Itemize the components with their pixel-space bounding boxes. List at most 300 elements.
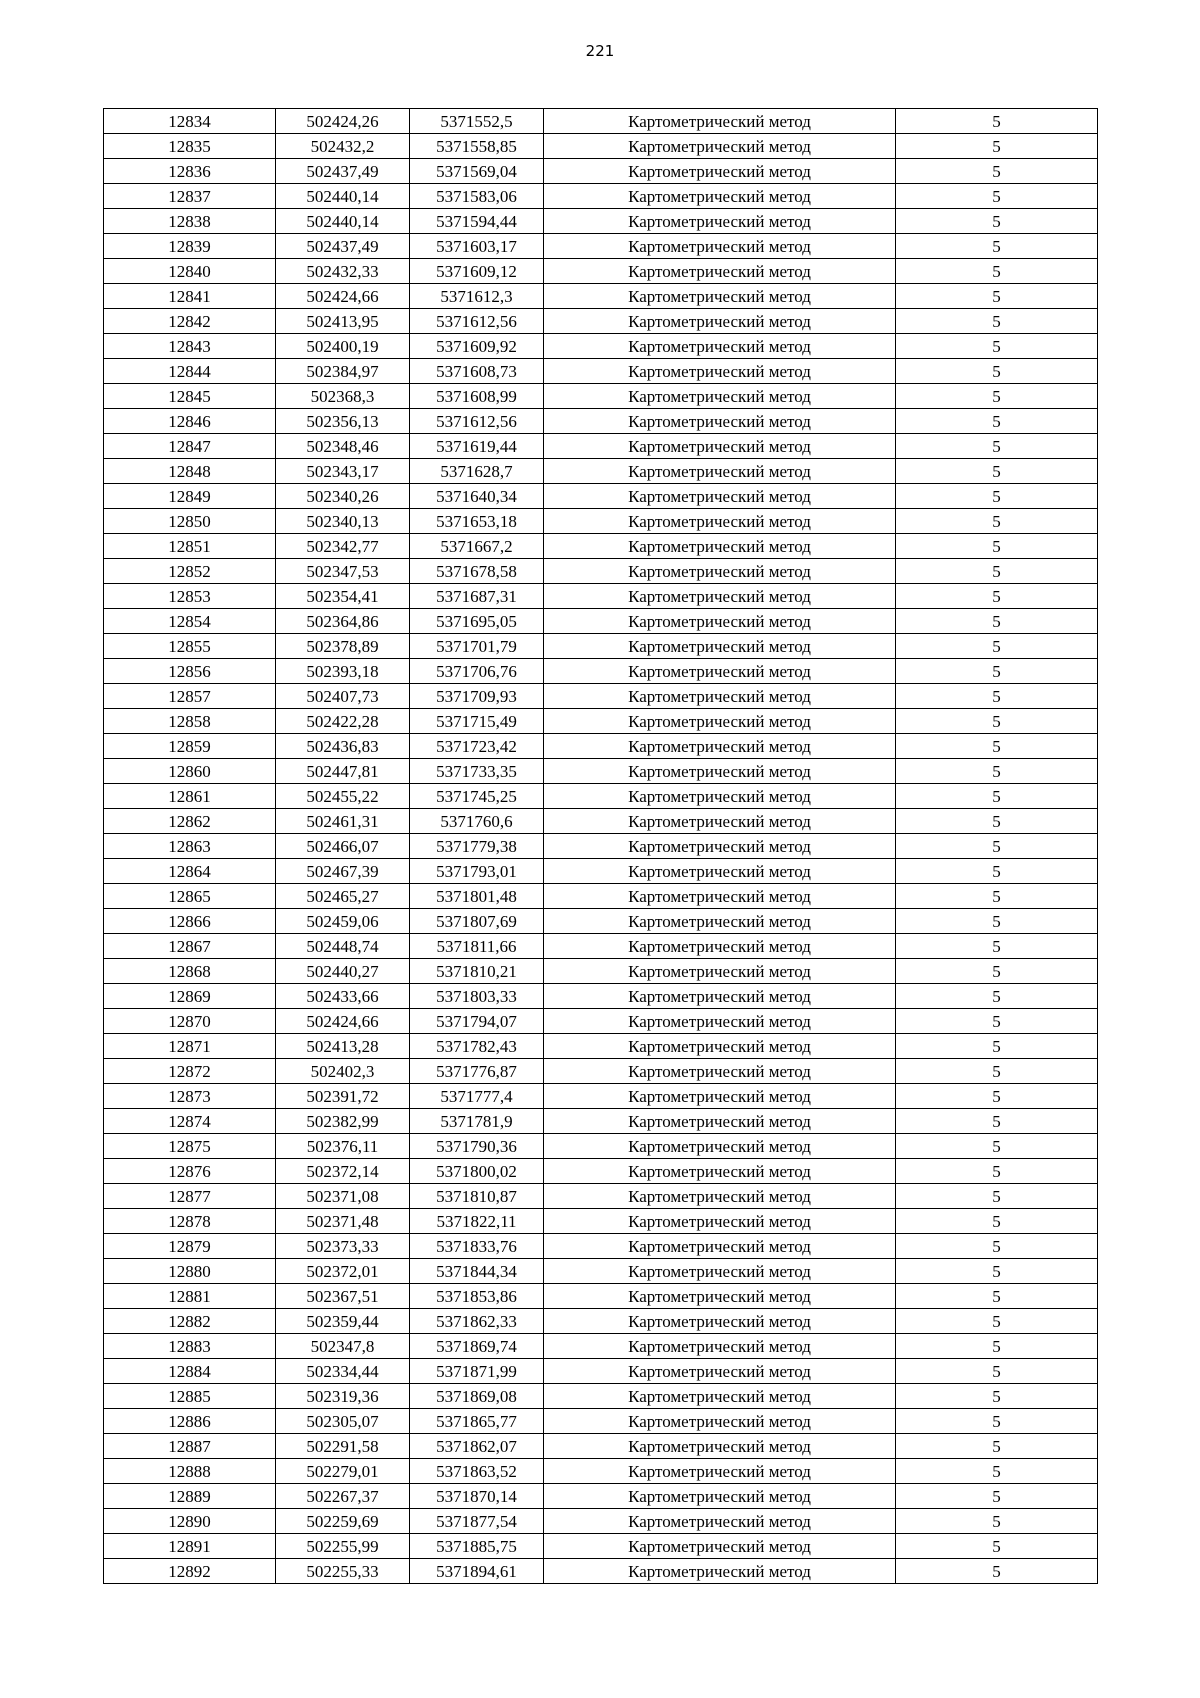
y-coordinate-cell: 5371863,52	[410, 1459, 544, 1484]
point-number-cell: 12847	[104, 434, 276, 459]
method-cell: Картометрический метод	[544, 334, 896, 359]
x-coordinate-cell: 502424,66	[276, 1009, 410, 1034]
accuracy-cell: 5	[896, 1309, 1098, 1334]
point-number-cell: 12866	[104, 909, 276, 934]
table-row	[104, 534, 1098, 559]
accuracy-cell: 5	[896, 1459, 1098, 1484]
accuracy-cell: 5	[896, 1059, 1098, 1084]
method-cell: Картометрический метод	[544, 534, 896, 559]
point-number-cell: 12853	[104, 584, 276, 609]
y-coordinate-cell: 5371609,92	[410, 334, 544, 359]
point-number-cell: 12878	[104, 1209, 276, 1234]
point-number-cell: 12892	[104, 1559, 276, 1584]
y-coordinate-cell: 5371781,9	[410, 1109, 544, 1134]
y-coordinate-cell: 5371894,61	[410, 1559, 544, 1584]
y-coordinate-cell: 5371640,34	[410, 484, 544, 509]
point-number-cell: 12882	[104, 1309, 276, 1334]
x-coordinate-cell: 502267,37	[276, 1484, 410, 1509]
x-coordinate-cell: 502432,2	[276, 134, 410, 159]
y-coordinate-cell: 5371706,76	[410, 659, 544, 684]
y-coordinate-cell: 5371603,17	[410, 234, 544, 259]
point-number-cell: 12883	[104, 1334, 276, 1359]
table-row	[104, 1134, 1098, 1159]
x-coordinate-cell: 502407,73	[276, 684, 410, 709]
y-coordinate-cell: 5371733,35	[410, 759, 544, 784]
x-coordinate-cell: 502371,08	[276, 1184, 410, 1209]
x-coordinate-cell: 502437,49	[276, 159, 410, 184]
x-coordinate-cell: 502305,07	[276, 1409, 410, 1434]
point-number-cell: 12869	[104, 984, 276, 1009]
accuracy-cell: 5	[896, 1409, 1098, 1434]
point-number-cell: 12884	[104, 1359, 276, 1384]
method-cell: Картометрический метод	[544, 459, 896, 484]
y-coordinate-cell: 5371877,54	[410, 1509, 544, 1534]
x-coordinate-cell: 502402,3	[276, 1059, 410, 1084]
accuracy-cell: 5	[896, 209, 1098, 234]
method-cell: Картометрический метод	[544, 609, 896, 634]
point-number-cell: 12837	[104, 184, 276, 209]
point-number-cell: 12839	[104, 234, 276, 259]
x-coordinate-cell: 502354,41	[276, 584, 410, 609]
method-cell: Картометрический метод	[544, 1309, 896, 1334]
accuracy-cell: 5	[896, 1109, 1098, 1134]
point-number-cell: 12886	[104, 1409, 276, 1434]
table-row	[104, 659, 1098, 684]
table-row	[104, 884, 1098, 909]
method-cell: Картометрический метод	[544, 884, 896, 909]
point-number-cell: 12888	[104, 1459, 276, 1484]
table-row	[104, 1459, 1098, 1484]
point-number-cell: 12858	[104, 709, 276, 734]
table-row	[104, 1234, 1098, 1259]
point-number-cell: 12887	[104, 1434, 276, 1459]
method-cell: Картометрический метод	[544, 134, 896, 159]
accuracy-cell: 5	[896, 159, 1098, 184]
method-cell: Картометрический метод	[544, 659, 896, 684]
method-cell: Картометрический метод	[544, 1209, 896, 1234]
point-number-cell: 12850	[104, 509, 276, 534]
method-cell: Картометрический метод	[544, 159, 896, 184]
accuracy-cell: 5	[896, 309, 1098, 334]
y-coordinate-cell: 5371853,86	[410, 1284, 544, 1309]
table-row	[104, 934, 1098, 959]
point-number-cell: 12874	[104, 1109, 276, 1134]
method-cell: Картометрический метод	[544, 1284, 896, 1309]
table-row	[104, 184, 1098, 209]
table-row	[104, 559, 1098, 584]
x-coordinate-cell: 502319,36	[276, 1384, 410, 1409]
accuracy-cell: 5	[896, 684, 1098, 709]
accuracy-cell: 5	[896, 934, 1098, 959]
x-coordinate-cell: 502436,83	[276, 734, 410, 759]
x-coordinate-cell: 502382,99	[276, 1109, 410, 1134]
y-coordinate-cell: 5371790,36	[410, 1134, 544, 1159]
y-coordinate-cell: 5371811,66	[410, 934, 544, 959]
x-coordinate-cell: 502347,8	[276, 1334, 410, 1359]
point-number-cell: 12834	[104, 109, 276, 134]
y-coordinate-cell: 5371558,85	[410, 134, 544, 159]
y-coordinate-cell: 5371869,08	[410, 1384, 544, 1409]
accuracy-cell: 5	[896, 1009, 1098, 1034]
method-cell: Картометрический метод	[544, 984, 896, 1009]
method-cell: Картометрический метод	[544, 1134, 896, 1159]
x-coordinate-cell: 502255,99	[276, 1534, 410, 1559]
accuracy-cell: 5	[896, 709, 1098, 734]
x-coordinate-cell: 502447,81	[276, 759, 410, 784]
accuracy-cell: 5	[896, 134, 1098, 159]
x-coordinate-cell: 502359,44	[276, 1309, 410, 1334]
x-coordinate-cell: 502467,39	[276, 859, 410, 884]
point-number-cell: 12860	[104, 759, 276, 784]
method-cell: Картометрический метод	[544, 684, 896, 709]
x-coordinate-cell: 502440,14	[276, 184, 410, 209]
y-coordinate-cell: 5371810,87	[410, 1184, 544, 1209]
table-row	[104, 984, 1098, 1009]
y-coordinate-cell: 5371865,77	[410, 1409, 544, 1434]
y-coordinate-cell: 5371800,02	[410, 1159, 544, 1184]
point-number-cell: 12849	[104, 484, 276, 509]
accuracy-cell: 5	[896, 409, 1098, 434]
point-number-cell: 12861	[104, 784, 276, 809]
table-row	[104, 1309, 1098, 1334]
table-row	[104, 484, 1098, 509]
table-row	[104, 809, 1098, 834]
x-coordinate-cell: 502384,97	[276, 359, 410, 384]
accuracy-cell: 5	[896, 759, 1098, 784]
x-coordinate-cell: 502391,72	[276, 1084, 410, 1109]
x-coordinate-cell: 502342,77	[276, 534, 410, 559]
method-cell: Картометрический метод	[544, 1184, 896, 1209]
point-number-cell: 12851	[104, 534, 276, 559]
accuracy-cell: 5	[896, 1259, 1098, 1284]
y-coordinate-cell: 5371885,75	[410, 1534, 544, 1559]
method-cell: Картометрический метод	[544, 384, 896, 409]
point-number-cell: 12877	[104, 1184, 276, 1209]
method-cell: Картометрический метод	[544, 109, 896, 134]
accuracy-cell: 5	[896, 734, 1098, 759]
method-cell: Картометрический метод	[544, 809, 896, 834]
accuracy-cell: 5	[896, 1484, 1098, 1509]
x-coordinate-cell: 502372,01	[276, 1259, 410, 1284]
point-number-cell: 12835	[104, 134, 276, 159]
point-number-cell: 12840	[104, 259, 276, 284]
point-number-cell: 12836	[104, 159, 276, 184]
x-coordinate-cell: 502279,01	[276, 1459, 410, 1484]
x-coordinate-cell: 502433,66	[276, 984, 410, 1009]
point-number-cell: 12890	[104, 1509, 276, 1534]
table-row	[104, 234, 1098, 259]
accuracy-cell: 5	[896, 1209, 1098, 1234]
point-number-cell: 12863	[104, 834, 276, 859]
accuracy-cell: 5	[896, 359, 1098, 384]
method-cell: Картометрический метод	[544, 1109, 896, 1134]
table-row	[104, 334, 1098, 359]
accuracy-cell: 5	[896, 1384, 1098, 1409]
accuracy-cell: 5	[896, 509, 1098, 534]
table-row	[104, 1434, 1098, 1459]
point-number-cell: 12865	[104, 884, 276, 909]
y-coordinate-cell: 5371608,73	[410, 359, 544, 384]
accuracy-cell: 5	[896, 1034, 1098, 1059]
point-number-cell: 12846	[104, 409, 276, 434]
accuracy-cell: 5	[896, 1559, 1098, 1584]
method-cell: Картометрический метод	[544, 484, 896, 509]
accuracy-cell: 5	[896, 984, 1098, 1009]
table-row	[104, 609, 1098, 634]
table-row	[104, 109, 1098, 134]
x-coordinate-cell: 502347,53	[276, 559, 410, 584]
method-cell: Картометрический метод	[544, 1509, 896, 1534]
accuracy-cell: 5	[896, 259, 1098, 284]
y-coordinate-cell: 5371628,7	[410, 459, 544, 484]
method-cell: Картометрический метод	[544, 1359, 896, 1384]
accuracy-cell: 5	[896, 784, 1098, 809]
y-coordinate-cell: 5371715,49	[410, 709, 544, 734]
point-number-cell: 12867	[104, 934, 276, 959]
x-coordinate-cell: 502465,27	[276, 884, 410, 909]
table-row	[104, 859, 1098, 884]
y-coordinate-cell: 5371833,76	[410, 1234, 544, 1259]
x-coordinate-cell: 502373,33	[276, 1234, 410, 1259]
point-number-cell: 12880	[104, 1259, 276, 1284]
y-coordinate-cell: 5371793,01	[410, 859, 544, 884]
accuracy-cell: 5	[896, 884, 1098, 909]
point-number-cell: 12852	[104, 559, 276, 584]
y-coordinate-cell: 5371667,2	[410, 534, 544, 559]
method-cell: Картометрический метод	[544, 234, 896, 259]
method-cell: Картометрический метод	[544, 559, 896, 584]
method-cell: Картометрический метод	[544, 1259, 896, 1284]
table-row	[104, 834, 1098, 859]
table-row	[104, 584, 1098, 609]
method-cell: Картометрический метод	[544, 784, 896, 809]
table-row	[104, 284, 1098, 309]
accuracy-cell: 5	[896, 1284, 1098, 1309]
method-cell: Картометрический метод	[544, 1059, 896, 1084]
accuracy-cell: 5	[896, 434, 1098, 459]
method-cell: Картометрический метод	[544, 859, 896, 884]
x-coordinate-cell: 502340,26	[276, 484, 410, 509]
method-cell: Картометрический метод	[544, 959, 896, 984]
accuracy-cell: 5	[896, 459, 1098, 484]
table-row	[104, 734, 1098, 759]
accuracy-cell: 5	[896, 184, 1098, 209]
x-coordinate-cell: 502255,33	[276, 1559, 410, 1584]
table-row	[104, 1009, 1098, 1034]
accuracy-cell: 5	[896, 1534, 1098, 1559]
accuracy-cell: 5	[896, 609, 1098, 634]
table-row	[104, 1184, 1098, 1209]
x-coordinate-cell: 502413,28	[276, 1034, 410, 1059]
y-coordinate-cell: 5371777,4	[410, 1084, 544, 1109]
y-coordinate-cell: 5371687,31	[410, 584, 544, 609]
x-coordinate-cell: 502348,46	[276, 434, 410, 459]
point-number-cell: 12842	[104, 309, 276, 334]
method-cell: Картометрический метод	[544, 1009, 896, 1034]
y-coordinate-cell: 5371782,43	[410, 1034, 544, 1059]
table-row	[104, 384, 1098, 409]
method-cell: Картометрический метод	[544, 1409, 896, 1434]
method-cell: Картометрический метод	[544, 284, 896, 309]
y-coordinate-cell: 5371609,12	[410, 259, 544, 284]
accuracy-cell: 5	[896, 1159, 1098, 1184]
accuracy-cell: 5	[896, 534, 1098, 559]
table-row	[104, 459, 1098, 484]
table-row	[104, 259, 1098, 284]
table-row	[104, 1259, 1098, 1284]
table-row	[104, 784, 1098, 809]
y-coordinate-cell: 5371760,6	[410, 809, 544, 834]
method-cell: Картометрический метод	[544, 184, 896, 209]
point-number-cell: 12855	[104, 634, 276, 659]
table-row	[104, 1034, 1098, 1059]
point-number-cell: 12889	[104, 1484, 276, 1509]
x-coordinate-cell: 502440,14	[276, 209, 410, 234]
x-coordinate-cell: 502393,18	[276, 659, 410, 684]
accuracy-cell: 5	[896, 384, 1098, 409]
y-coordinate-cell: 5371569,04	[410, 159, 544, 184]
x-coordinate-cell: 502437,49	[276, 234, 410, 259]
accuracy-cell: 5	[896, 859, 1098, 884]
point-number-cell: 12870	[104, 1009, 276, 1034]
x-coordinate-cell: 502376,11	[276, 1134, 410, 1159]
coordinates-table	[103, 108, 1098, 1584]
method-cell: Картометрический метод	[544, 1159, 896, 1184]
y-coordinate-cell: 5371608,99	[410, 384, 544, 409]
table-row	[104, 309, 1098, 334]
x-coordinate-cell: 502340,13	[276, 509, 410, 534]
point-number-cell: 12875	[104, 1134, 276, 1159]
point-number-cell: 12844	[104, 359, 276, 384]
y-coordinate-cell: 5371862,33	[410, 1309, 544, 1334]
x-coordinate-cell: 502372,14	[276, 1159, 410, 1184]
y-coordinate-cell: 5371844,34	[410, 1259, 544, 1284]
y-coordinate-cell: 5371807,69	[410, 909, 544, 934]
x-coordinate-cell: 502378,89	[276, 634, 410, 659]
table-row	[104, 684, 1098, 709]
x-coordinate-cell: 502459,06	[276, 909, 410, 934]
accuracy-cell: 5	[896, 1084, 1098, 1109]
point-number-cell: 12862	[104, 809, 276, 834]
method-cell: Картометрический метод	[544, 434, 896, 459]
table-row	[104, 634, 1098, 659]
table-row	[104, 1534, 1098, 1559]
point-number-cell: 12873	[104, 1084, 276, 1109]
point-number-cell: 12848	[104, 459, 276, 484]
table-row	[104, 1359, 1098, 1384]
method-cell: Картометрический метод	[544, 209, 896, 234]
x-coordinate-cell: 502259,69	[276, 1509, 410, 1534]
y-coordinate-cell: 5371810,21	[410, 959, 544, 984]
table-row	[104, 509, 1098, 534]
y-coordinate-cell: 5371678,58	[410, 559, 544, 584]
x-coordinate-cell: 502334,44	[276, 1359, 410, 1384]
y-coordinate-cell: 5371701,79	[410, 634, 544, 659]
method-cell: Картометрический метод	[544, 1384, 896, 1409]
method-cell: Картометрический метод	[544, 734, 896, 759]
table-row	[104, 1209, 1098, 1234]
x-coordinate-cell: 502400,19	[276, 334, 410, 359]
point-number-cell: 12885	[104, 1384, 276, 1409]
method-cell: Картометрический метод	[544, 259, 896, 284]
x-coordinate-cell: 502343,17	[276, 459, 410, 484]
x-coordinate-cell: 502424,26	[276, 109, 410, 134]
y-coordinate-cell: 5371723,42	[410, 734, 544, 759]
x-coordinate-cell: 502440,27	[276, 959, 410, 984]
method-cell: Картометрический метод	[544, 1559, 896, 1584]
point-number-cell: 12876	[104, 1159, 276, 1184]
point-number-cell: 12838	[104, 209, 276, 234]
accuracy-cell: 5	[896, 1184, 1098, 1209]
point-number-cell: 12856	[104, 659, 276, 684]
point-number-cell: 12864	[104, 859, 276, 884]
method-cell: Картометрический метод	[544, 1084, 896, 1109]
y-coordinate-cell: 5371869,74	[410, 1334, 544, 1359]
accuracy-cell: 5	[896, 909, 1098, 934]
x-coordinate-cell: 502455,22	[276, 784, 410, 809]
method-cell: Картометрический метод	[544, 634, 896, 659]
point-number-cell: 12881	[104, 1284, 276, 1309]
method-cell: Картометрический метод	[544, 584, 896, 609]
table-row	[104, 1159, 1098, 1184]
x-coordinate-cell: 502291,58	[276, 1434, 410, 1459]
x-coordinate-cell: 502364,86	[276, 609, 410, 634]
y-coordinate-cell: 5371803,33	[410, 984, 544, 1009]
method-cell: Картометрический метод	[544, 934, 896, 959]
method-cell: Картометрический метод	[544, 1234, 896, 1259]
method-cell: Картометрический метод	[544, 709, 896, 734]
y-coordinate-cell: 5371612,56	[410, 409, 544, 434]
x-coordinate-cell: 502432,33	[276, 259, 410, 284]
point-number-cell: 12841	[104, 284, 276, 309]
x-coordinate-cell: 502461,31	[276, 809, 410, 834]
point-number-cell: 12868	[104, 959, 276, 984]
method-cell: Картометрический метод	[544, 1534, 896, 1559]
point-number-cell: 12872	[104, 1059, 276, 1084]
y-coordinate-cell: 5371745,25	[410, 784, 544, 809]
coordinates-table-body	[104, 109, 1098, 1584]
accuracy-cell: 5	[896, 1509, 1098, 1534]
x-coordinate-cell: 502466,07	[276, 834, 410, 859]
table-row	[104, 134, 1098, 159]
y-coordinate-cell: 5371583,06	[410, 184, 544, 209]
accuracy-cell: 5	[896, 959, 1098, 984]
method-cell: Картометрический метод	[544, 834, 896, 859]
point-number-cell: 12891	[104, 1534, 276, 1559]
x-coordinate-cell: 502371,48	[276, 1209, 410, 1234]
accuracy-cell: 5	[896, 334, 1098, 359]
y-coordinate-cell: 5371695,05	[410, 609, 544, 634]
point-number-cell: 12845	[104, 384, 276, 409]
y-coordinate-cell: 5371801,48	[410, 884, 544, 909]
x-coordinate-cell: 502424,66	[276, 284, 410, 309]
method-cell: Картометрический метод	[544, 1334, 896, 1359]
table-row	[104, 159, 1098, 184]
table-row	[104, 759, 1098, 784]
y-coordinate-cell: 5371612,3	[410, 284, 544, 309]
accuracy-cell: 5	[896, 659, 1098, 684]
point-number-cell: 12859	[104, 734, 276, 759]
method-cell: Картометрический метод	[544, 759, 896, 784]
point-number-cell: 12857	[104, 684, 276, 709]
y-coordinate-cell: 5371619,44	[410, 434, 544, 459]
table-row	[104, 1484, 1098, 1509]
table-row	[104, 1384, 1098, 1409]
accuracy-cell: 5	[896, 834, 1098, 859]
page-number: 221	[585, 42, 615, 60]
x-coordinate-cell: 502413,95	[276, 309, 410, 334]
accuracy-cell: 5	[896, 234, 1098, 259]
